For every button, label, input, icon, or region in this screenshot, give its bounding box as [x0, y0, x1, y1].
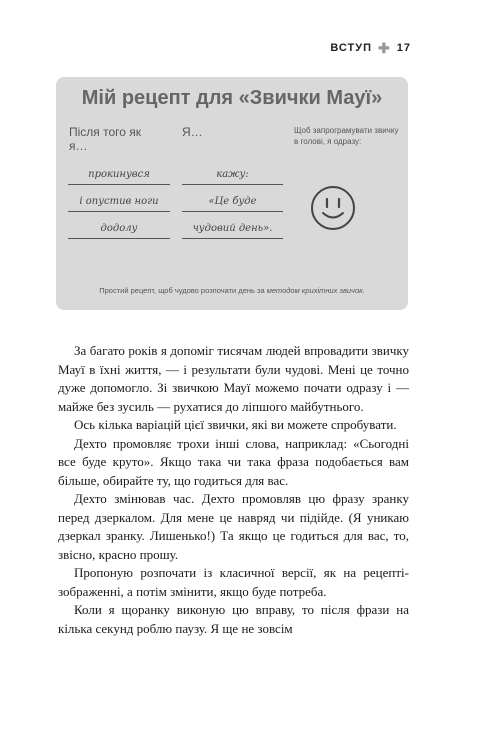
- page-number: 17: [396, 42, 411, 54]
- handwritten-after-line-2: і опустив ноги: [68, 195, 170, 212]
- paragraph: За багато років я допоміг тисячам людей впровадити звичку Мауї в їхні життя, — і результати були чудові. Мені це точно дуже допомогло. Зі звичкою Мауї можемо почати одразу і — майже без зусиль — рухатися до ліпшого майбутнього.: [58, 343, 409, 414]
- say-label: Я…: [182, 125, 203, 139]
- handwritten-after-line-3: додолу: [68, 222, 170, 239]
- program-note: Щоб запрограмувати звичку в голові, я одразу:: [294, 126, 399, 146]
- paragraph: Дехто промовляє трохи інші слова, наприклад: «Сьогодні все буде круто». Якщо така чи така фраза подобається вам більше, обирайте ту, що годиться для вас.: [58, 435, 409, 488]
- plus-icon: ✚: [378, 39, 391, 56]
- recipe-footer: [56, 286, 408, 295]
- body-text: [58, 342, 409, 638]
- paragraph: Дехто змінював час. Дехто промовляв цю фразу зранку перед дзеркалом. Для мене це навряд чи підійде. (Я уникаю дзеркал зранку. Лишенько!) Та якщо це годиться для вас, то, звісно, красно прошу.: [58, 491, 409, 562]
- paragraph: Пропоную розпочати із класичної версії, як на рецепті-зображенні, а потім змінити, якщо буде потреба.: [58, 565, 409, 599]
- footer-prefix: Простий рецепт, щоб чудово розпочати день за: [99, 286, 267, 295]
- smiley-face-icon: [309, 184, 357, 232]
- running-header: [330, 39, 411, 56]
- paragraph: Коли я щоранку виконую цю вправу, то після фрази на кілька секунд роблю паузу. Я ще не зовсім: [58, 602, 409, 636]
- handwritten-say-line-1: кажу:: [182, 168, 283, 185]
- recipe-title: Мій рецепт для «Звички Мауї»: [81, 87, 383, 109]
- after-label: Після того як я…: [69, 125, 142, 153]
- recipe-card: [56, 77, 408, 310]
- handwritten-after-line-1: прокинувся: [68, 168, 170, 185]
- section-title: ВСТУП: [330, 42, 373, 54]
- paragraph: Ось кілька варіацій цієї звички, які ви можете спробувати.: [74, 417, 397, 432]
- handwritten-say-line-2: «Це буде: [182, 195, 283, 212]
- footer-method: методом крихітних звичок.: [266, 286, 365, 295]
- handwritten-say-line-3: чудовий день».: [182, 222, 283, 239]
